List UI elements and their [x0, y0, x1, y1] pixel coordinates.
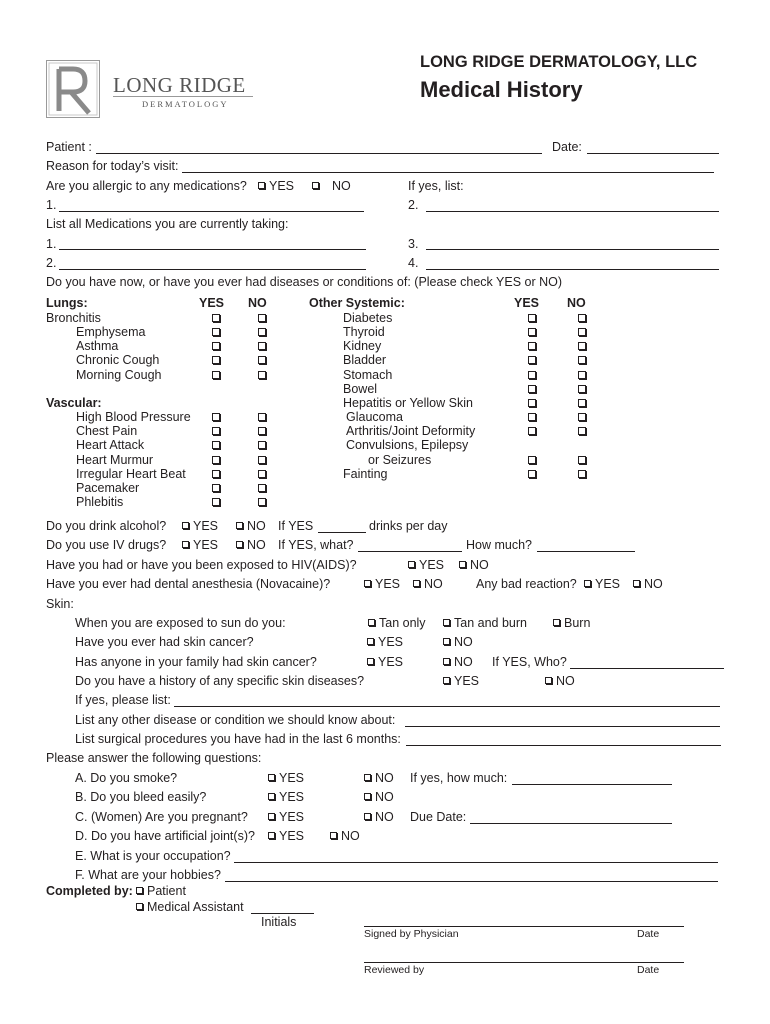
checkbox-icon [268, 774, 275, 781]
other-condition-label: List any other disease or condition we should know about: [75, 713, 396, 727]
med-4-label: 4. [408, 256, 419, 270]
how-much-label: How much? [466, 538, 532, 552]
checkbox-icon [364, 774, 371, 781]
condition-label: Glaucoma [346, 410, 403, 424]
burn-checkbox[interactable]: Burn [553, 616, 590, 630]
systemic-no-checkbox[interactable] [578, 342, 586, 350]
diseases-instruction: Do you have now, or have you ever had diseases or conditions of: (Please check YES or NO) [46, 275, 563, 289]
condition-label: Heart Attack [76, 438, 145, 452]
reason-field[interactable] [182, 172, 714, 173]
condition-label: or Seizures [368, 453, 432, 467]
systemic-no-checkbox[interactable] [578, 399, 586, 407]
yes-heading: YES [514, 296, 540, 310]
systemic-yes-checkbox[interactable] [528, 470, 536, 478]
date-label: Date: [552, 140, 582, 154]
vascular-no-checkbox[interactable] [258, 470, 266, 478]
skin-cancer-yes-checkbox[interactable]: YES [367, 635, 403, 649]
skin-heading: Skin: [46, 597, 74, 611]
history-label: Do you have a history of any specific skin diseases? [75, 674, 365, 688]
joints-label: D. Do you have artificial joint(s)? [75, 829, 255, 843]
condition-label: Morning Cough [76, 368, 162, 382]
lungs-no-checkbox[interactable] [258, 356, 266, 364]
systemic-yes-checkbox[interactable] [528, 371, 536, 379]
completed-by-label: Completed by: [46, 884, 133, 898]
med-1-field[interactable] [59, 249, 366, 250]
allergic-yes-checkbox[interactable]: YES [258, 179, 294, 193]
systemic-yes-checkbox[interactable] [528, 399, 536, 407]
alcohol-yes-checkbox[interactable]: YES [182, 519, 218, 533]
vascular-no-checkbox[interactable] [258, 456, 266, 464]
vascular-no-checkbox[interactable] [258, 484, 266, 492]
no-heading: NO [248, 296, 267, 310]
allergic-label: Are you allergic to any medications? [46, 179, 247, 193]
occupation-label: E. What is your occupation? [75, 849, 231, 863]
allergy-2-field[interactable] [426, 211, 719, 212]
systemic-yes-checkbox[interactable] [528, 356, 536, 364]
checkbox-icon [312, 182, 319, 189]
condition-label: High Blood Pressure [76, 410, 191, 424]
systemic-no-checkbox[interactable] [578, 470, 586, 478]
ifyes-please-label: If yes, please list: [75, 693, 171, 707]
signed-by-physician-label: Signed by Physician [364, 928, 459, 940]
who-label: If YES, Who? [492, 655, 567, 669]
skin-diseases-field[interactable] [174, 706, 720, 707]
patient-field[interactable] [96, 153, 542, 154]
meds-label: List all Medications you are currently taking: [46, 217, 289, 231]
vascular-yes-checkbox[interactable] [212, 456, 220, 464]
smoke-label: A. Do you smoke? [75, 771, 178, 785]
patient-label: Patient : [46, 140, 92, 154]
checkbox-icon [182, 541, 189, 548]
hobbies-field[interactable] [225, 881, 718, 882]
lungs-no-checkbox[interactable] [258, 314, 266, 322]
dental-yes-checkbox[interactable]: YES [364, 577, 400, 591]
systemic-no-checkbox[interactable] [578, 456, 586, 464]
family-label: Has anyone in your family had skin cancer? [75, 655, 317, 669]
hobbies-label: F. What are your hobbies? [75, 868, 221, 882]
ifyes-list-label: If yes, list: [408, 179, 464, 193]
drinks-label: drinks per day [369, 519, 448, 533]
logo-sub: DERMATOLOGY [142, 99, 229, 109]
condition-label: Thyroid [343, 325, 385, 339]
checkbox-icon [364, 813, 371, 820]
checkbox-icon [584, 580, 591, 587]
systemic-yes-checkbox[interactable] [528, 413, 536, 421]
logo-rule [113, 96, 253, 97]
lungs-no-checkbox[interactable] [258, 328, 266, 336]
lungs-yes-checkbox[interactable] [212, 342, 220, 350]
med-2-field[interactable] [59, 269, 366, 270]
bleed-label: B. Do you bleed easily? [75, 790, 207, 804]
vascular-yes-checkbox[interactable] [212, 470, 220, 478]
dental-label: Have you ever had dental anesthesia (Novacaine)? [46, 577, 331, 591]
hiv-yes-checkbox[interactable]: YES [408, 558, 444, 572]
lungs-yes-checkbox[interactable] [212, 314, 220, 322]
history-yes-checkbox[interactable]: YES [443, 674, 479, 688]
completed-patient-checkbox[interactable]: Patient [136, 884, 186, 898]
initials-label: Initials [261, 915, 297, 929]
condition-label: Arthritis/Joint Deformity [346, 424, 476, 438]
checkbox-icon [633, 580, 640, 587]
smoke-much-field[interactable] [512, 784, 672, 785]
systemic-yes-checkbox[interactable] [528, 427, 536, 435]
tan-only-checkbox[interactable]: Tan only [368, 616, 426, 630]
reaction-no-checkbox[interactable]: NO [633, 577, 663, 591]
iv-what-field[interactable] [358, 551, 462, 552]
checkbox-icon [364, 580, 371, 587]
lungs-yes-checkbox[interactable] [212, 356, 220, 364]
systemic-no-checkbox[interactable] [578, 427, 586, 435]
bleed-yes-checkbox[interactable]: YES [268, 790, 304, 804]
iv-yes-checkbox[interactable]: YES [182, 538, 218, 552]
family-yes-checkbox[interactable]: YES [367, 655, 403, 669]
joints-yes-checkbox[interactable]: YES [268, 829, 304, 843]
condition-label: Chest Pain [76, 424, 138, 438]
reviewed-date-label: Date [637, 964, 660, 976]
checkbox-icon [364, 793, 371, 800]
bleed-no-checkbox[interactable]: NO [364, 790, 394, 804]
reason-label: Reason for today’s visit: [46, 159, 179, 173]
checkbox-icon [236, 541, 243, 548]
vascular-heading: Vascular: [46, 396, 102, 410]
systemic-yes-checkbox[interactable] [528, 314, 536, 322]
completed-assistant-checkbox[interactable]: Medical Assistant [136, 900, 244, 914]
skin-cancer-label: Have you ever had skin cancer? [75, 635, 254, 649]
logo-mark [46, 60, 100, 118]
alcohol-ifyes-label: If YES [278, 519, 314, 533]
history-no-checkbox[interactable]: NO [545, 674, 575, 688]
condition-label: Stomach [343, 368, 393, 382]
checkbox-icon [268, 832, 275, 839]
systemic-yes-checkbox[interactable] [528, 456, 536, 464]
condition-label: Phlebitis [76, 495, 124, 509]
logo-name: LONG RIDGE [113, 73, 246, 97]
checkbox-icon [330, 832, 337, 839]
reaction-yes-checkbox[interactable]: YES [584, 577, 620, 591]
systemic-yes-checkbox[interactable] [528, 342, 536, 350]
systemic-no-checkbox[interactable] [578, 356, 586, 364]
vascular-yes-checkbox[interactable] [212, 413, 220, 421]
pregnant-yes-checkbox[interactable]: YES [268, 810, 304, 824]
checkbox-icon [545, 677, 552, 684]
vascular-yes-checkbox[interactable] [212, 427, 220, 435]
vascular-yes-checkbox[interactable] [212, 498, 220, 506]
occupation-field[interactable] [234, 862, 718, 863]
systemic-no-checkbox[interactable] [578, 328, 586, 336]
vascular-yes-checkbox[interactable] [212, 441, 220, 449]
surgical-field[interactable] [406, 745, 721, 746]
med-4-field[interactable] [426, 269, 719, 270]
due-date-field[interactable] [470, 823, 672, 824]
vascular-yes-checkbox[interactable] [212, 484, 220, 492]
page-title: Medical History [420, 77, 583, 102]
alcohol-label: Do you drink alcohol? [46, 519, 167, 533]
how-much-field[interactable] [537, 551, 635, 552]
alcohol-no-checkbox[interactable]: NO [236, 519, 266, 533]
iv-no-checkbox[interactable]: NO [236, 538, 266, 552]
condition-label: Diabetes [343, 311, 393, 325]
vascular-no-checkbox[interactable] [258, 427, 266, 435]
condition-label: Asthma [76, 339, 119, 353]
systemic-yes-checkbox[interactable] [528, 328, 536, 336]
systemic-no-checkbox[interactable] [578, 385, 586, 393]
checkbox-icon [443, 619, 450, 626]
checkbox-icon [408, 561, 415, 568]
skin-cancer-no-checkbox[interactable]: NO [443, 635, 473, 649]
joints-no-checkbox[interactable]: NO [330, 829, 360, 843]
med-1-label: 1. [46, 237, 57, 251]
lungs-yes-checkbox[interactable] [212, 371, 220, 379]
checkbox-icon [553, 619, 560, 626]
checkbox-icon [182, 522, 189, 529]
condition-label: Chronic Cough [76, 353, 160, 367]
initials-field[interactable] [251, 913, 314, 914]
other-condition-field[interactable] [405, 726, 720, 727]
lungs-no-checkbox[interactable] [258, 342, 266, 350]
checkbox-icon [413, 580, 420, 587]
systemic-no-checkbox[interactable] [578, 413, 586, 421]
checkbox-icon [443, 658, 450, 665]
checkbox-icon [459, 561, 466, 568]
surgical-label: List surgical procedures you have had in the last 6 months: [75, 732, 401, 746]
yes-heading: YES [199, 296, 225, 310]
pregnant-label: C. (Women) Are you pregnant? [75, 810, 248, 824]
allergy-2-label: 2. [408, 198, 419, 212]
no-heading: NO [567, 296, 586, 310]
med-2-label: 2. [46, 256, 57, 270]
smoke-much-label: If yes, how much: [410, 771, 508, 785]
checkbox-icon [268, 793, 275, 800]
systemic-no-checkbox[interactable] [578, 314, 586, 322]
condition-label: Irregular Heart Beat [76, 467, 186, 481]
systemic-yes-checkbox[interactable] [528, 385, 536, 393]
due-date-label: Due Date: [410, 810, 467, 824]
please-answer-label: Please answer the following questions: [46, 751, 262, 765]
date-field[interactable] [587, 153, 719, 154]
med-3-label: 3. [408, 237, 419, 251]
systemic-no-checkbox[interactable] [578, 371, 586, 379]
iv-what-label: If YES, what? [278, 538, 354, 552]
med-3-field[interactable] [426, 249, 719, 250]
smoke-no-checkbox[interactable]: NO [364, 771, 394, 785]
logo-rx-icon [47, 61, 99, 117]
condition-label: Heart Murmur [76, 453, 154, 467]
sun-label: When you are exposed to sun do you: [75, 616, 286, 630]
vascular-no-checkbox[interactable] [258, 441, 266, 449]
smoke-yes-checkbox[interactable]: YES [268, 771, 304, 785]
who-field[interactable] [570, 668, 724, 669]
reaction-label: Any bad reaction? [476, 577, 577, 591]
checkbox-icon [258, 182, 265, 189]
allergy-1-label: 1. [46, 198, 57, 212]
checkbox-icon [443, 638, 450, 645]
condition-label: Kidney [343, 339, 382, 353]
vascular-no-checkbox[interactable] [258, 413, 266, 421]
checkbox-icon [236, 522, 243, 529]
checkbox-icon [367, 658, 374, 665]
pregnant-no-checkbox[interactable]: NO [364, 810, 394, 824]
checkbox-icon [367, 638, 374, 645]
condition-label: Bowel [343, 382, 378, 396]
condition-label: Hepatitis or Yellow Skin [343, 396, 473, 410]
drinks-field[interactable] [318, 532, 366, 533]
checkbox-icon [136, 903, 143, 910]
family-no-checkbox[interactable]: NO [443, 655, 473, 669]
tan-burn-checkbox[interactable]: Tan and burn [443, 616, 527, 630]
allergy-1-field[interactable] [59, 211, 364, 212]
condition-label: Convulsions, Epilepsy [346, 438, 469, 452]
condition-label: Pacemaker [76, 481, 140, 495]
allergic-no-checkbox[interactable]: NO [312, 179, 351, 193]
condition-label: Emphysema [76, 325, 146, 339]
condition-label: Bronchitis [46, 311, 101, 325]
hiv-label: Have you had or have you been exposed to HIV(AIDS)? [46, 558, 357, 572]
condition-label: Fainting [343, 467, 388, 481]
lungs-yes-checkbox[interactable] [212, 328, 220, 336]
iv-label: Do you use IV drugs? [46, 538, 167, 552]
dental-no-checkbox[interactable]: NO [413, 577, 443, 591]
checkbox-icon [136, 887, 143, 894]
clinic-name: LONG RIDGE DERMATOLOGY, LLC [420, 53, 698, 71]
condition-label: Bladder [343, 353, 387, 367]
checkbox-icon [268, 813, 275, 820]
checkbox-icon [443, 677, 450, 684]
signed-date-label: Date [637, 928, 660, 940]
checkbox-icon [368, 619, 375, 626]
vascular-no-checkbox[interactable] [258, 498, 266, 506]
systemic-heading: Other Systemic: [309, 296, 405, 310]
lungs-heading: Lungs: [46, 296, 88, 310]
reviewed-by-label: Reviewed by [364, 964, 425, 976]
lungs-no-checkbox[interactable] [258, 371, 266, 379]
hiv-no-checkbox[interactable]: NO [459, 558, 489, 572]
